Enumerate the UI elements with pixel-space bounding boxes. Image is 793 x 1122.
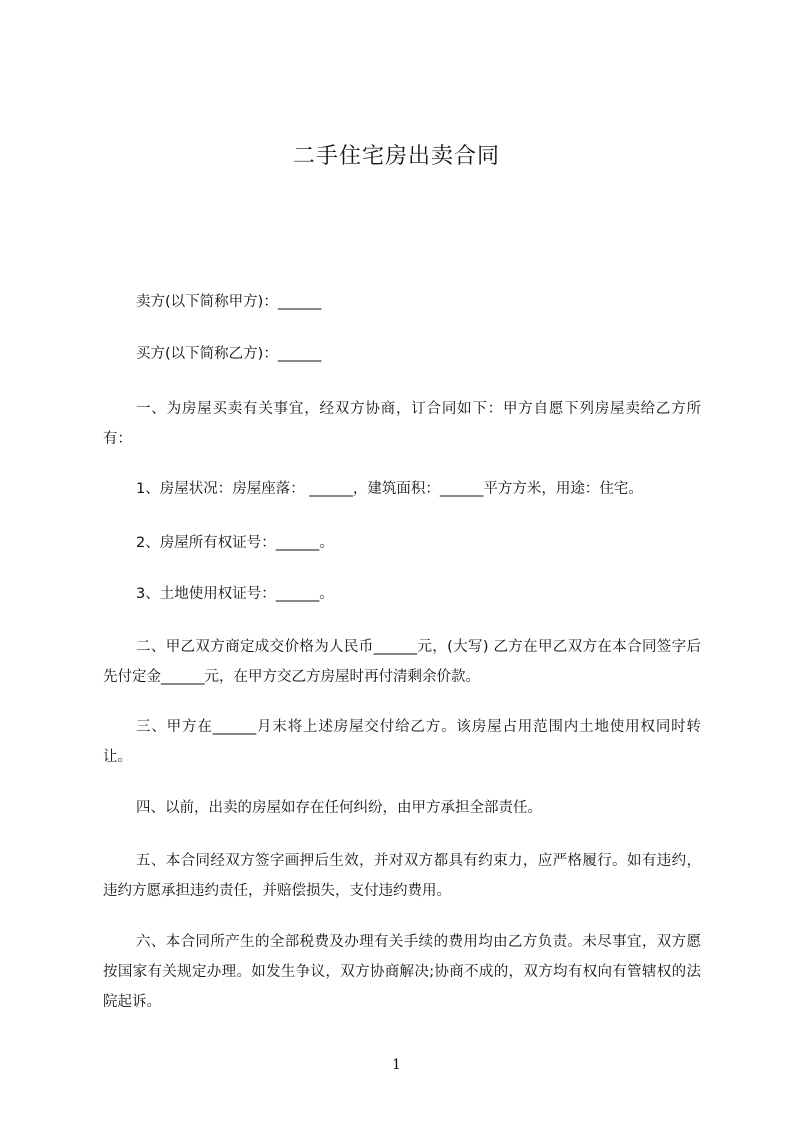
clause-3: 三、甲方在______月末将上述房屋交付给乙方。该房屋占用范围内土地使用权同时转让。	[103, 719, 701, 765]
buyer-line: 买方(以下简称乙方)：______	[136, 346, 322, 362]
page-number: 1	[392, 1057, 401, 1073]
clause-5: 五、本合同经双方签字画押后生效，并对双方都具有约束力，应严格履行。如有违约，违约方愿承担违约责任，并赔偿损失，支付违约费用。	[103, 853, 701, 899]
clause-6: 六、本合同所产生的全部税费及办理有关手续的费用均由乙方负责。未尽事宜，双方愿按国家有关规定办理。如发生争议，双方协商解决;协商不成的，双方均有权向有管辖权的法院起诉。	[103, 934, 701, 1010]
document-title: 二手住宅房出卖合同	[292, 144, 500, 169]
clause-4: 四、以前，出卖的房屋如存在任何纠纷，由甲方承担全部责任。	[136, 800, 542, 816]
clause-1-item-2: 2、房屋所有权证号：______。	[136, 535, 334, 551]
clause-1-item-1: 1、房屋状况：房屋座落： ______，建筑面积：______平方方米，用途：住宅。	[136, 481, 643, 497]
clause-1: 一、为房屋买卖有关事宜，经双方协商，订合同如下：甲方自愿下列房屋卖给乙方所有：	[103, 401, 701, 447]
seller-line: 卖方(以下简称甲方)：______	[136, 294, 322, 310]
clause-2: 二、甲乙双方商定成交价格为人民币______元，(大写) 乙方在甲乙双方在本合同签字后先付定金______元，在甲方交乙方房屋时再付清剩余价款。	[103, 639, 701, 685]
clause-1-item-3: 3、土地使用权证号：______。	[136, 586, 334, 602]
